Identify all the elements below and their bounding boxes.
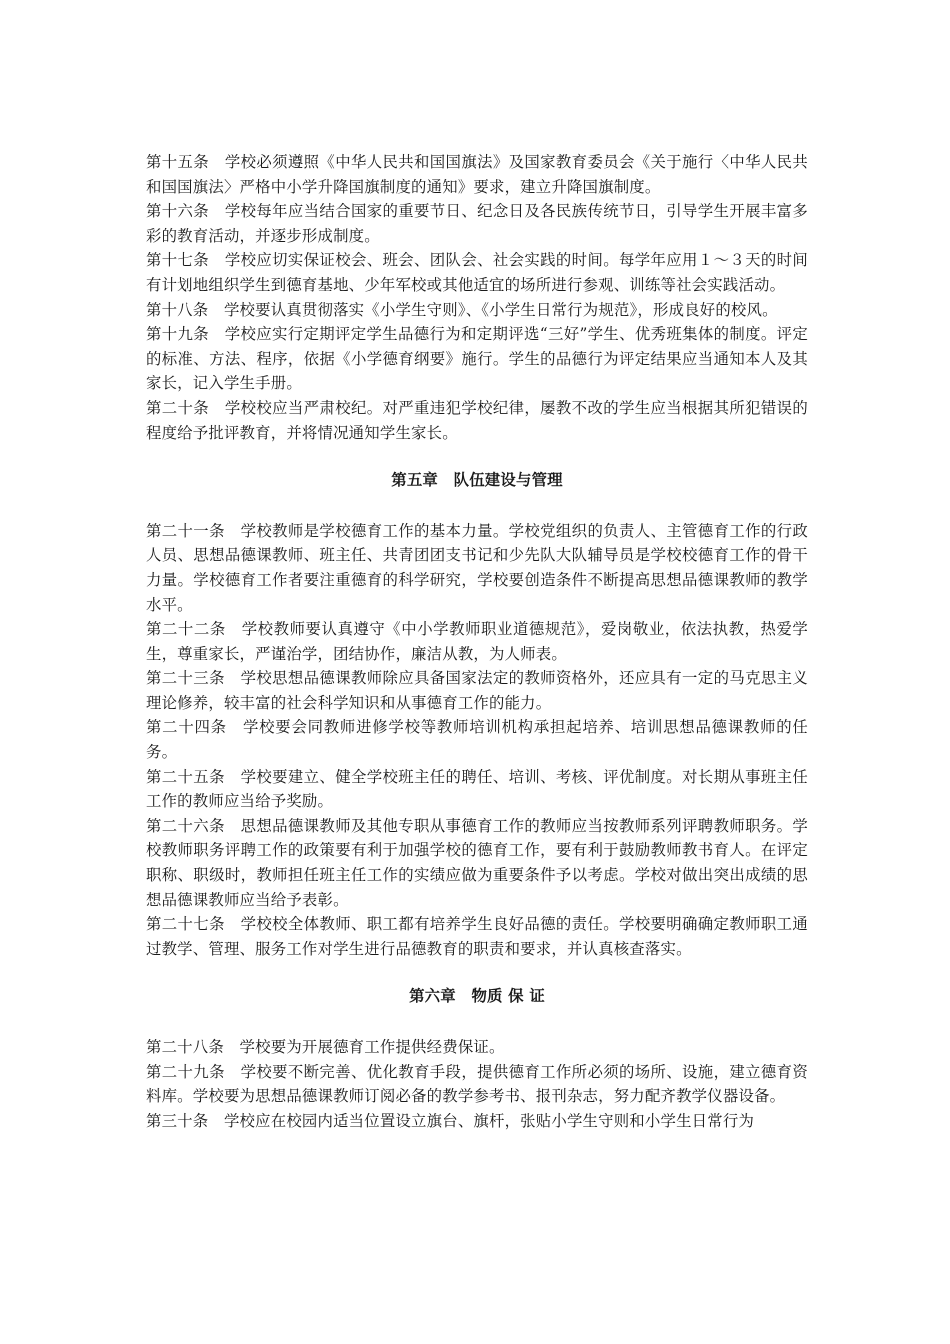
article-29: 第二十九条 学校要不断完善、优化教育手段，提供德育工作所必须的场所、设施，建立德育资料库。学校要为思想品德课教师订阅必备的教学参考书、报刊杂志，努力配齐教学仪器设备。 — [146, 1062, 808, 1106]
article-17: 第十七条 学校应切实保证校会、班会、团队会、社会实践的时间。每学年应用１～３天的时间有计划地组织学生到德育基地、少年军校或其他适宜的场所进行参观、训练等社会实践活动。 — [146, 251, 808, 294]
article-18: 第十八条 学校要认真贯彻落实《小学生守则》、《小学生日常行为规范》，形成良好的校风。 — [146, 300, 778, 319]
chapter-6-heading: 第六章 物质 保 证 — [409, 987, 545, 1006]
document-page — [146, 150, 808, 1133]
article-19: 第十九条 学校应实行定期评定学生品德行为和定期评选“三好”学生、优秀班集体的制度。评定的标准、方法、程序，依据《小学德育纲要》施行。学生的品德行为评定结果应当通知本人及其家长，记入学生手册。 — [146, 325, 808, 393]
article-15: 第十五条 学校必须遵照《中华人民共和国国旗法》及国家教育委员会《关于施行〈中华人民共和国国旗法〉严格中小学升降国旗制度的通知》要求，建立升降国旗制度。 — [146, 153, 808, 196]
article-23: 第二十三条 学校思想品德课教师除应具备国家法定的教师资格外，还应具有一定的马克思主义理论修养，较丰富的社会科学知识和从事德育工作的能力。 — [146, 669, 808, 712]
article-20: 第二十条 学校校应当严肃校纪。对严重违犯学校纪律，屡教不改的学生应当根据其所犯错误的程度给予批评教育，并将情况通知学生家长。 — [146, 398, 808, 442]
chapter-5-heading: 第五章 队伍建设与管理 — [391, 471, 563, 490]
article-22: 第二十二条 学校教师要认真遵守《中小学教师职业道德规范》，爱岗敬业，依法执教，热爱学生，尊重家长，严谨治学，团结协作，廉洁从教，为人师表。 — [146, 620, 808, 663]
article-27: 第二十七条 学校校全体教师、职工都有培养学生良好品德的责任。学校要明确确定教师职工通过教学、管理、服务工作对学生进行品德教育的职责和要求，并认真核查落实。 — [146, 915, 808, 958]
article-30: 第三十条 学校应在校园内适当位置设立旗台、旗杆，张贴小学生守则和小学生日常行为 — [146, 1111, 755, 1130]
article-21: 第二十一条 学校教师是学校德育工作的基本力量。学校党组织的负责人、主管德育工作的行政人员、思想品德课教师、班主任、共青团团支书记和少先队大队辅导员是学校校德育工作的骨干力量。学校德育工作者要注重德育的科学研究，学校要创造条件不断提高思想品德课教师的教学水平。 — [146, 521, 808, 614]
article-25: 第二十五条 学校要建立、健全学校班主任的聘任、培训、考核、评优制度。对长期从事班主任工作的教师应当给予奖励。 — [146, 767, 808, 811]
article-16: 第十六条 学校每年应当结合国家的重要节日、纪念日及各民族传统节日，引导学生开展丰富多彩的教育活动，并逐步形成制度。 — [146, 202, 808, 245]
article-24: 第二十四条 学校要会同教师进修学校等教师培训机构承担起培养、培训思想品德课教师的任务。 — [146, 718, 808, 762]
article-28: 第二十八条 学校要为开展德育工作提供经费保证。 — [146, 1038, 505, 1056]
article-26: 第二十六条 思想品德课教师及其他专职从事德育工作的教师应当按教师系列评聘教师职务。学校教师职务评聘工作的政策要有利于加强学校的德育工作，要有利于鼓励教师教书育人。在评定职称、职级时，教师担任班主任工作的实绩应做为重要条件予以考虑。学校对做出突出成绩的思想品德课教师应当给予表彰。 — [146, 816, 808, 909]
